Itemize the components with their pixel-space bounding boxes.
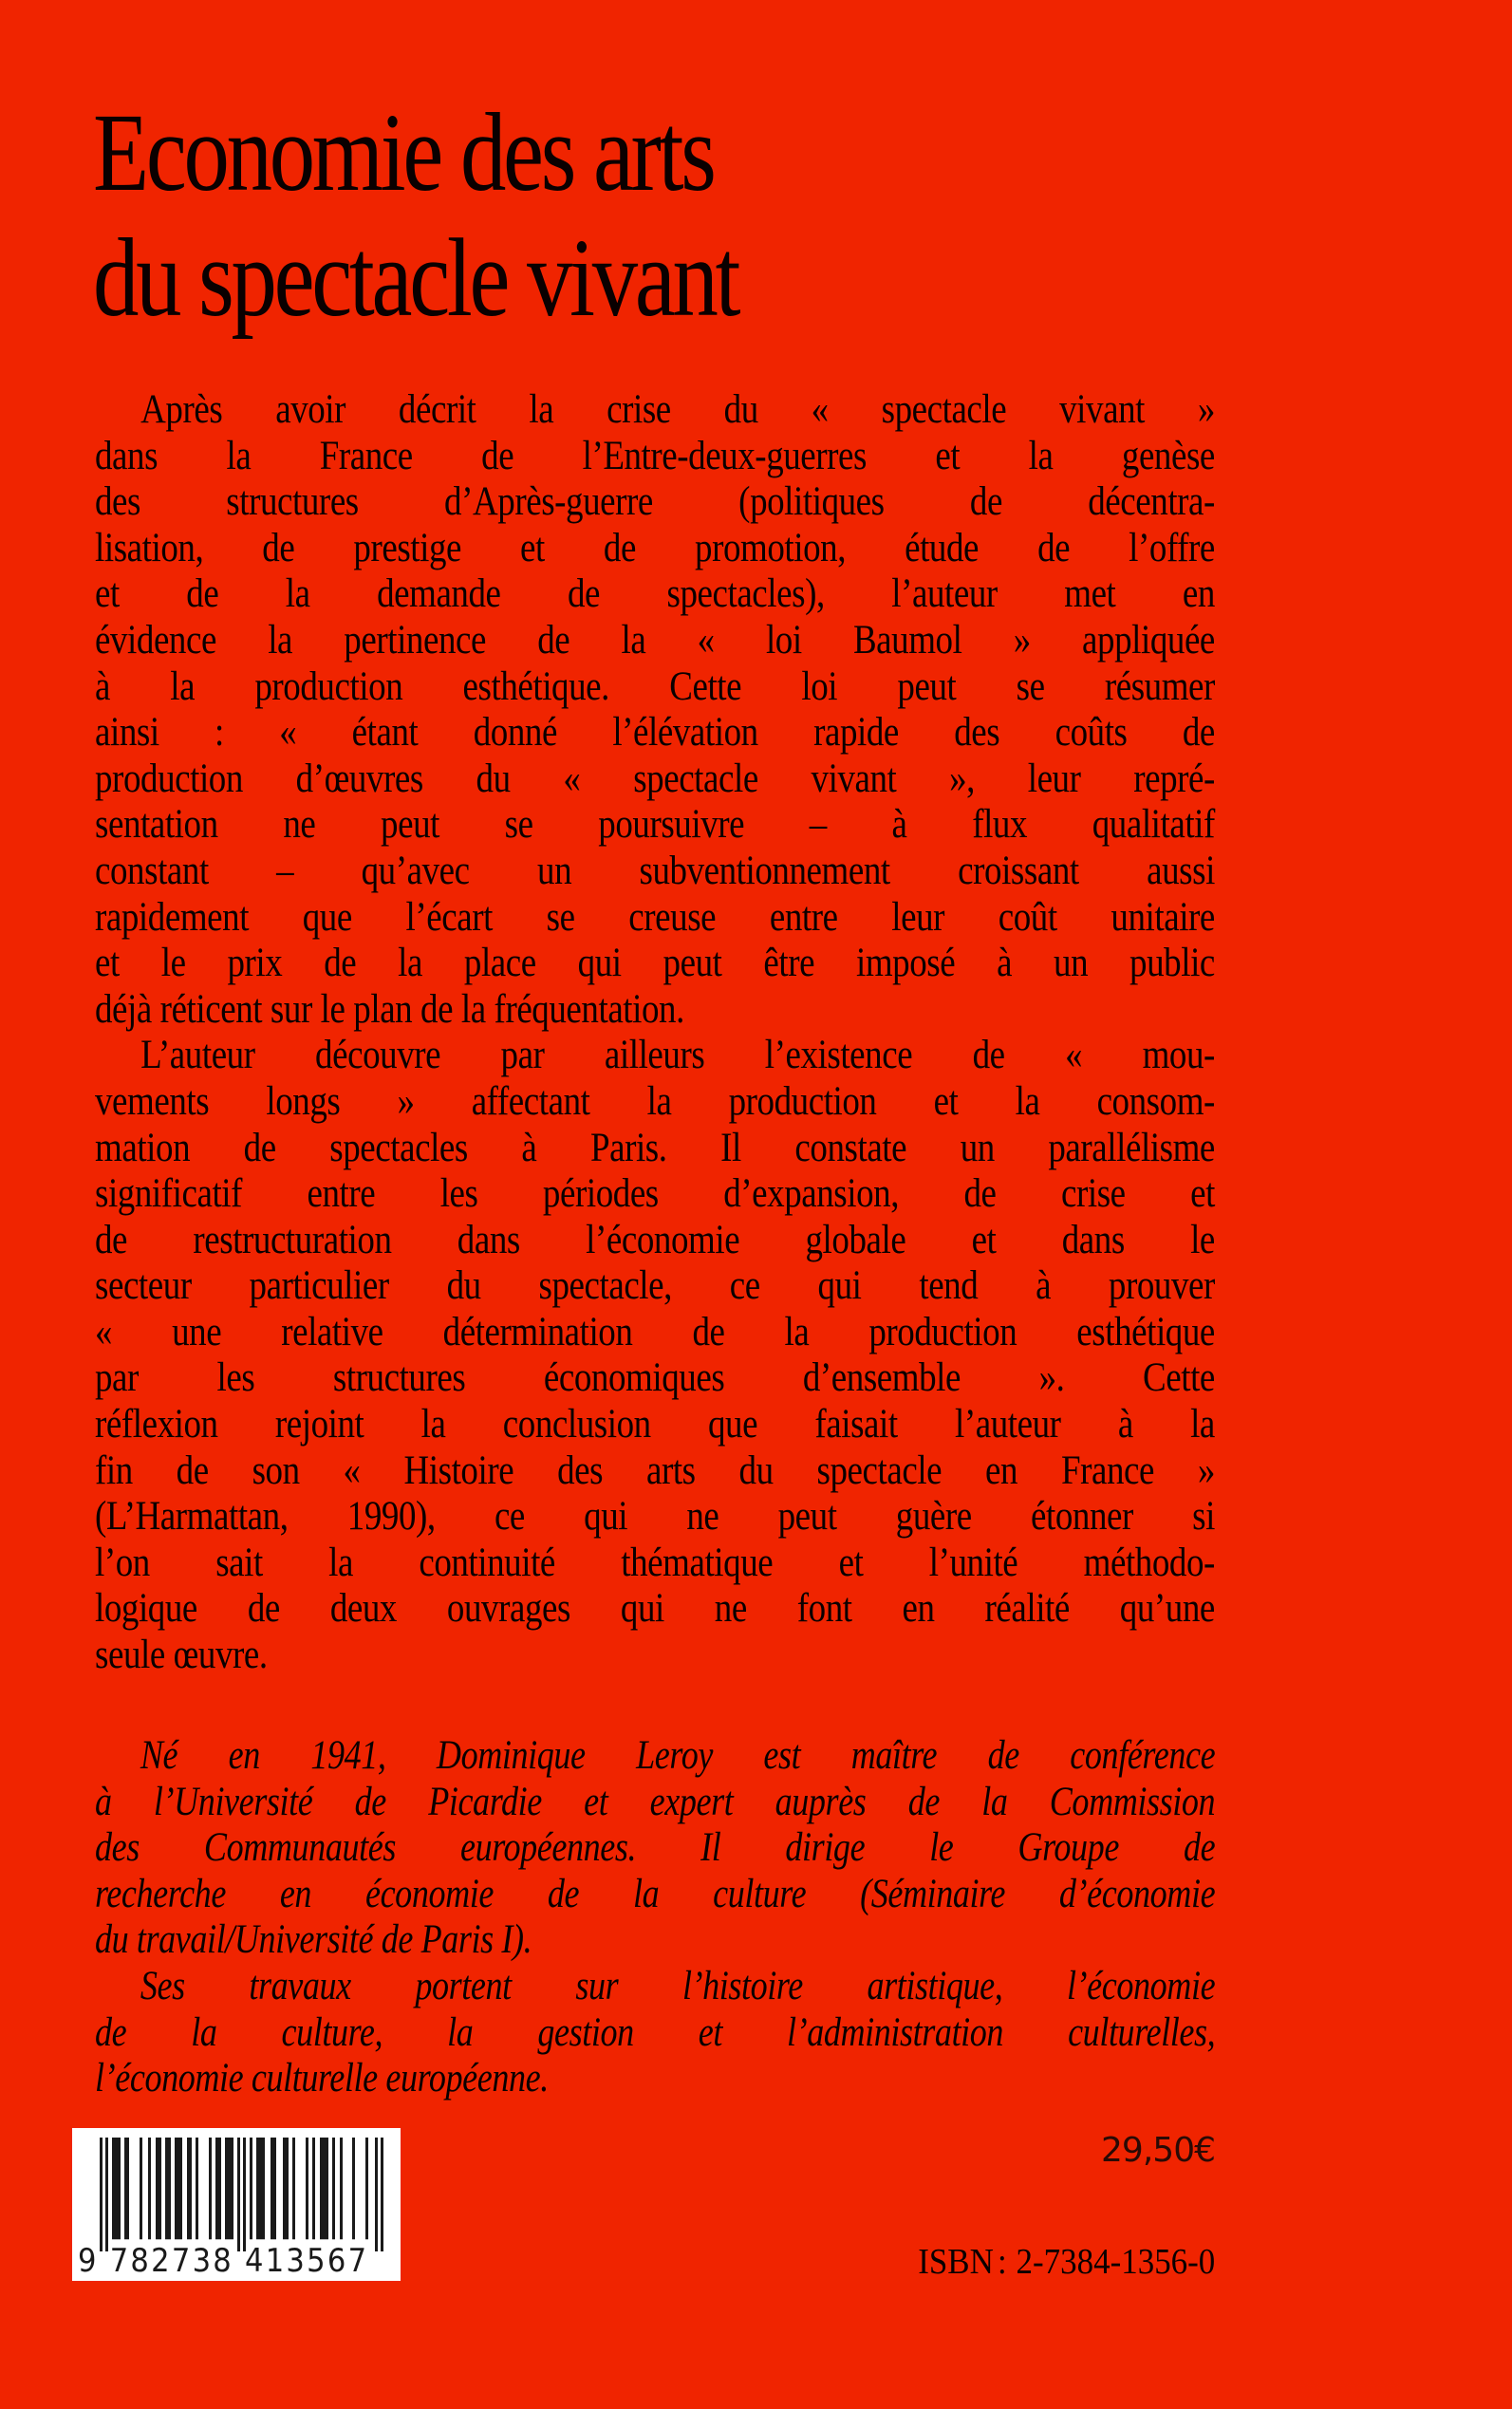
bio-p1-line: à l’Université de Picardie et expert auprès de la Commission xyxy=(95,1779,1216,1824)
book-title xyxy=(93,90,737,341)
bio-p2-line: l’économie culturelle européenne. xyxy=(95,2056,549,2101)
blurb-p2-line: mation de spectacles à Paris. Il constate un parallélisme xyxy=(95,1125,1215,1170)
blurb-p2-line: réflexion rejoint la conclusion que faisait l’auteur à la xyxy=(95,1402,1215,1447)
blurb-p2-line: secteur particulier du spectacle, ce qui tend à prouver xyxy=(95,1263,1215,1309)
blurb-p1-line: évidence la pertinence de la « loi Baumol » appliquée xyxy=(95,617,1215,663)
blurb-p1-line: et de la demande de spectacles), l’auteur met en xyxy=(95,571,1215,617)
blurb-p1-line: sentation ne peut se poursuivre – à flux qualitatif xyxy=(95,802,1215,848)
bio-p1-line: Né en 1941, Dominique Leroy est maître de conférence xyxy=(140,1733,1216,1778)
author-bio xyxy=(95,1733,1215,2102)
blurb-p1-line: constant – qu’avec un subventionnement croissant aussi xyxy=(95,848,1215,893)
blurb-p2-line: L’auteur découvre par ailleurs l’existence de « mou- xyxy=(140,1033,1215,1078)
isbn xyxy=(918,2242,1215,2282)
blurb-p2-line: par les structures économiques d’ensemble ». Cette xyxy=(95,1355,1215,1401)
blurb-p1-line: à la production esthétique. Cette loi peut se résumer xyxy=(95,663,1215,709)
blurb-p2-line: fin de son « Histoire des arts du spectacle en France » xyxy=(95,1447,1215,1493)
bio-p1-line: des Communautés européennes. Il dirige le Groupe de xyxy=(95,1825,1216,1871)
barcode-icon xyxy=(100,2138,384,2251)
blurb-p2-line: de restructuration dans l’économie globale et dans le xyxy=(95,1217,1215,1262)
blurb-p2-line: (L’Harmattan, 1990), ce qui ne peut guère étonner si xyxy=(95,1494,1215,1540)
book-title-line-1: Economie des arts xyxy=(93,90,714,215)
blurb-p2-line: logique de deux ouvrages qui ne font en réalité qu’une xyxy=(95,1586,1215,1632)
blurb-p1-line: ainsi : « étant donné l’élévation rapide des coûts de xyxy=(95,710,1215,756)
blurb-p1-line: Après avoir décrit la crise du « spectacle vivant » xyxy=(140,387,1215,432)
blurb-p1-line: déjà réticent sur le plan de la fréquentation. xyxy=(95,986,684,1032)
isbn-value: 2-7384-1356-0 xyxy=(1016,2242,1215,2282)
blurb-p1-line: lisation, de prestige et de promotion, étude de l’offre xyxy=(95,525,1215,570)
blurb-p1-line: des structures d’Après-guerre (politiques de décentra- xyxy=(95,479,1215,525)
bio-p2-line: de la culture, la gestion et l’administration culturelles, xyxy=(95,2009,1216,2055)
blurb-p2-line: vements longs » affectant la production et la consom- xyxy=(95,1078,1215,1124)
blurb xyxy=(95,387,1215,1679)
book-title-line-2: du spectacle vivant xyxy=(93,215,738,340)
blurb-p1-line: rapidement que l’écart se creuse entre leur coût unitaire xyxy=(95,894,1215,940)
blurb-p2-line: l’on sait la continuité thématique et l’unité méthodo- xyxy=(95,1540,1215,1585)
barcode-digits: 9 782738 413567 xyxy=(78,2242,369,2280)
blurb-p1-line: production d’œuvres du « spectacle vivant », leur repré- xyxy=(95,756,1215,801)
isbn-label: ISBN xyxy=(917,2242,994,2282)
blurb-p2-line: seule œuvre. xyxy=(95,1633,268,1678)
blurb-p1-line: dans la France de l’Entre-deux-guerres et la genèse xyxy=(95,433,1215,478)
isbn-separator: : xyxy=(997,2242,1007,2282)
blurb-p2-line: « une relative détermination de la production esthétique xyxy=(95,1309,1215,1354)
price: 29,50€ xyxy=(1101,2131,1215,2170)
blurb-p2-line: significatif entre les périodes d’expansion, de crise et xyxy=(95,1171,1215,1217)
bio-p2-line: Ses travaux portent sur l’histoire artistique, l’économie xyxy=(140,1963,1216,2008)
barcode xyxy=(72,2128,401,2281)
bio-p1-line: du travail/Université de Paris I). xyxy=(95,1917,532,1963)
blurb-p1-line: et le prix de la place qui peut être imposé à un public xyxy=(95,941,1215,986)
bio-p1-line: recherche en économie de la culture (Séminaire d’économie xyxy=(95,1871,1216,1916)
